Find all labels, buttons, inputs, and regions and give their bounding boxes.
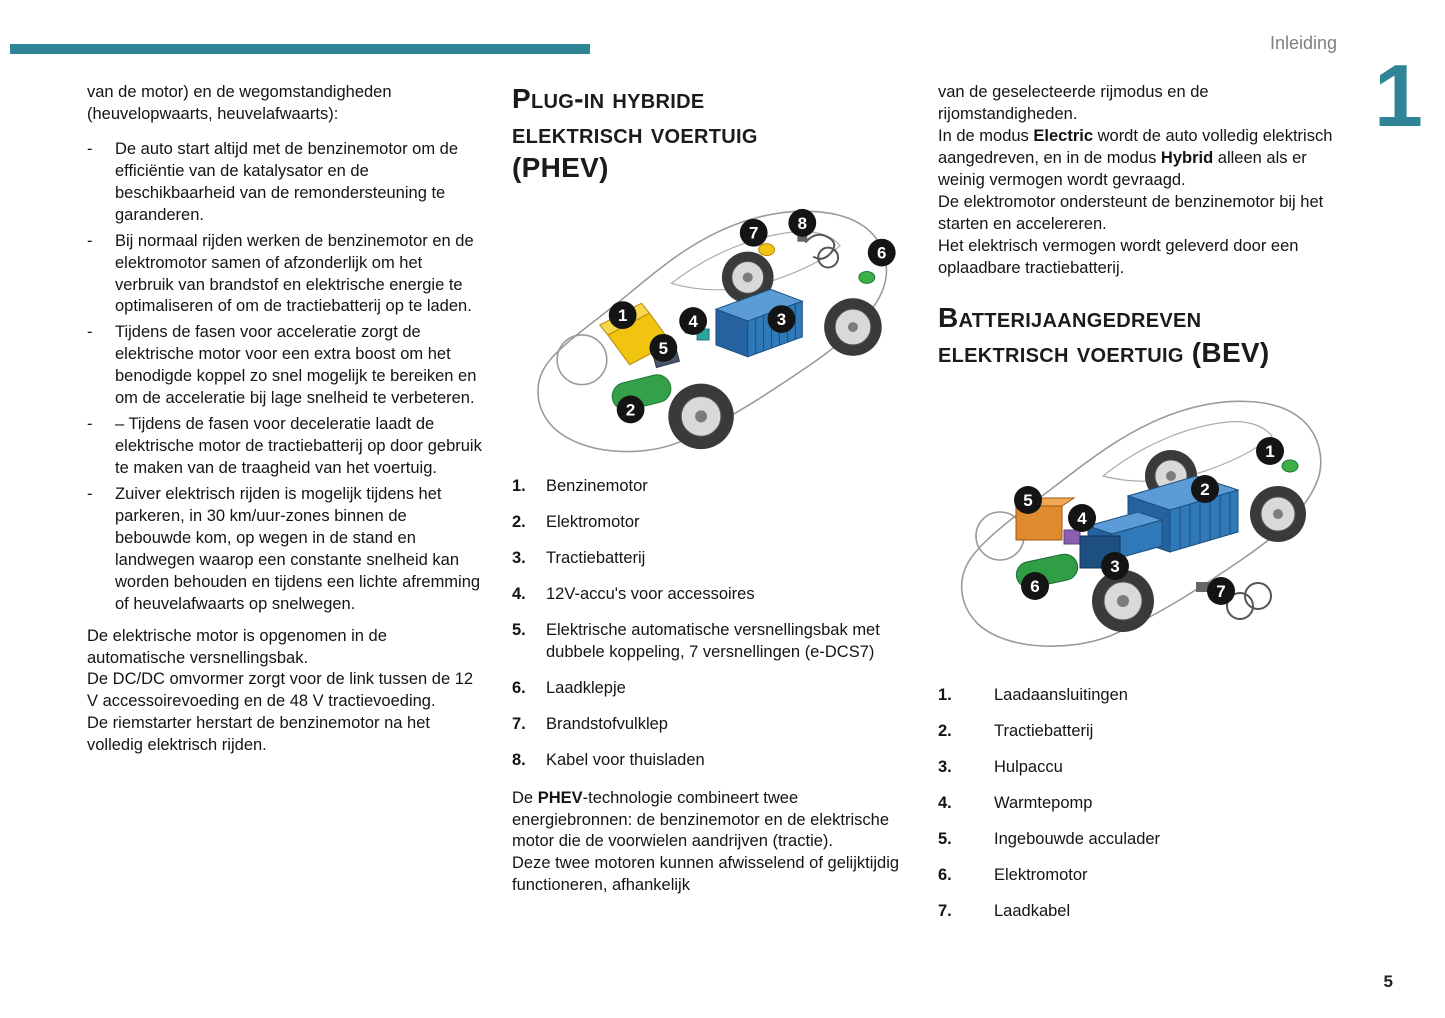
text-segment: -technologie combineert twee energiebronnen: de benzinemotor en de elektrische motor die de voorwielen aandrijven (tractie). (512, 788, 890, 851)
list-item (512, 548, 910, 570)
paragraph: De elektrische motor is opgenomen in de automatische versnellingsbak. (87, 626, 387, 667)
paragraph: van de geselecteerde rijmodus en de rijomstandigheden. (938, 83, 1209, 123)
bold-term: Hybrid (1160, 148, 1214, 167)
bullet-item (87, 322, 485, 410)
marker-number: 4 (1077, 508, 1087, 528)
middle-column (512, 82, 910, 897)
drive-modes-paragraph (938, 82, 1338, 279)
list-item (512, 512, 910, 534)
item-number: 2. (512, 513, 526, 532)
paragraph: De riemstarter herstart de benzinemotor na het volledig elektrisch rijden. (87, 714, 430, 755)
paragraph: Het elektrisch vermogen wordt geleverd door een oplaadbare tractiebatterij. (938, 236, 1299, 277)
diagram-marker (609, 301, 637, 329)
left-paragraphs (87, 626, 485, 758)
bev-diagram (938, 383, 1338, 675)
marker-number: 2 (625, 400, 636, 420)
list-item (512, 678, 910, 700)
home-charge-cable (797, 234, 838, 268)
header-accent-bar (10, 44, 590, 54)
bullet-dash: - (87, 323, 93, 342)
item-number: 3. (512, 549, 526, 568)
marker-number: 2 (1200, 479, 1210, 499)
paragraph: Deze twee motoren kunnen afwisselend of gelijktijdig functioneren, afhankelijk (512, 854, 900, 895)
text-segment: In de modus (938, 126, 1034, 145)
charge-port-dot (1282, 460, 1298, 472)
paragraph: De elektromotor ondersteunt de benzinemotor bij het starten en accelereren. (938, 192, 1324, 233)
item-number: 3. (938, 757, 952, 776)
marker-number: 8 (797, 213, 808, 233)
right-column (938, 82, 1338, 936)
diagram-marker (1101, 552, 1129, 580)
bullet-text: Zuiver elektrisch rijden is mogelijk tijdens het parkeren, in 30 km/uur-zones binnen de bebouwde kom, op wegen in de stand en landwegen waarop een constante snelheid kan worden behouden en tijdens een lichte afremming of heuvelafwaarts op snelwegen. (115, 484, 481, 613)
item-number: 5. (512, 620, 526, 639)
diagram-marker (1068, 504, 1096, 532)
item-label: Tractiebatterij (546, 549, 646, 568)
diagram-marker (768, 305, 796, 333)
diagram-marker (649, 334, 677, 362)
wheel (557, 252, 882, 450)
diagram-marker (617, 396, 645, 424)
paragraph (512, 788, 910, 854)
item-number: 7. (512, 714, 526, 733)
marker-number: 3 (776, 310, 787, 330)
bullet-text: De auto start altijd met de benzinemotor om de efficiëntie van de katalysator en de beschikbaarheid van de remondersteuning te garanderen. (115, 139, 459, 224)
marker-number: 6 (877, 243, 887, 263)
marker-number: 5 (658, 338, 669, 358)
paragraph: De DC/DC omvormer zorgt voor de link tussen de 12 V accessoirevoeding en de 48 V tractievoeding. (87, 670, 474, 711)
item-number: 1. (938, 685, 952, 704)
list-item (938, 865, 1338, 887)
bold-term: PHEV (537, 788, 583, 807)
bullet-text: Tijdens de fasen voor acceleratie zorgt de elektrische motor voor een extra boost om het benodigde koppel zo snel mogelijk te bereiken en om de acceleratie bij lage snelheid te verbeteren. (115, 323, 477, 408)
bev-legend-list (938, 685, 1338, 923)
phev-tech-paragraph (512, 788, 910, 898)
item-number: 4. (512, 584, 526, 603)
diagram-marker (1021, 572, 1049, 600)
bullet-item (87, 414, 485, 480)
bullet-dash: - (87, 231, 93, 250)
list-item (938, 685, 1338, 707)
text-segment: De (512, 788, 538, 807)
marker-number: 6 (1030, 576, 1040, 596)
diagram-marker (868, 239, 896, 267)
item-label: Benzinemotor (546, 477, 648, 496)
list-item (938, 901, 1338, 923)
list-item (512, 750, 910, 772)
item-number: 6. (938, 865, 952, 884)
list-item (512, 476, 910, 498)
list-item (512, 620, 910, 664)
phev-legend-list (512, 476, 910, 771)
item-label: Warmtepomp (994, 793, 1093, 812)
list-item (938, 757, 1338, 779)
bev-heading: Batterijaangedreven elektrisch voertuig (BEV) (938, 302, 1270, 369)
item-number: 7. (938, 901, 952, 920)
diagram-marker (740, 219, 768, 247)
marker-number: 3 (1110, 556, 1120, 576)
marker-number: 4 (688, 312, 698, 332)
list-item (512, 714, 910, 736)
marker-number: 7 (748, 223, 759, 243)
item-label: Elektrische automatische versnellingsbak met dubbele koppeling, 7 versnellingen (e-DCS7) (546, 620, 880, 661)
text-segment: alleen als er weinig vermogen wordt gevraagd. (938, 148, 1307, 189)
bullet-item (87, 231, 485, 319)
page-number: 5 (1383, 972, 1393, 991)
list-item (512, 584, 910, 606)
item-label: Laadklepje (546, 678, 626, 697)
fuel-flap-dot (759, 244, 775, 256)
bullet-text: – Tijdens de fasen voor deceleratie laadt de elektrische motor de tractiebatterij op door gebruik te maken van de traagheid van het voertuig. (115, 415, 482, 477)
text-segment: wordt de auto volledig elektrisch aangedreven, en in de modus (938, 126, 1333, 167)
item-label: Hulpaccu (994, 757, 1063, 776)
diagram-marker (1014, 486, 1042, 514)
list-item (938, 829, 1338, 851)
diagram-marker (1207, 577, 1235, 605)
item-label: Brandstofvulklep (546, 714, 668, 733)
bullet-dash: - (87, 415, 93, 434)
bullet-item (87, 139, 485, 227)
bullet-dash: - (87, 139, 93, 158)
diagram-marker (679, 307, 707, 335)
item-number: 4. (938, 793, 952, 812)
diagram-marker (1256, 437, 1284, 465)
bullet-dash: - (87, 484, 93, 503)
item-label: 12V-accu's voor accessoires (546, 584, 755, 603)
item-label: Elektromotor (994, 865, 1088, 884)
list-item (938, 721, 1338, 743)
item-label: Tractiebatterij (994, 721, 1094, 740)
phev-heading: Plug-in hybride elektrisch voertuig (PHEV) (512, 83, 758, 184)
bold-term: Electric (1033, 126, 1094, 145)
chapter-tab-number: 1 (1374, 46, 1423, 145)
diagram-marker (1191, 475, 1219, 503)
bullet-item (87, 484, 485, 616)
phev-diagram (512, 198, 910, 466)
item-label: Ingebouwde acculader (994, 829, 1161, 848)
item-number: 1. (512, 477, 526, 496)
item-label: Kabel voor thuisladen (546, 750, 705, 769)
list-item (938, 793, 1338, 815)
item-number: 2. (938, 721, 952, 740)
item-number: 6. (512, 678, 526, 697)
marker-number: 7 (1216, 581, 1226, 601)
charge-flap-dot (859, 272, 875, 284)
diagram-marker (788, 209, 816, 237)
left-column (87, 82, 485, 757)
item-label: Laadkabel (994, 901, 1071, 920)
item-label: Laadaansluitingen (994, 685, 1128, 704)
item-number: 5. (938, 829, 952, 848)
heat-pump-block (1064, 530, 1080, 544)
marker-number: 1 (1265, 441, 1275, 461)
intro-paragraph: van de motor) en de wegomstandigheden (heuvelopwaarts, heuvelafwaarts): (87, 83, 392, 123)
marker-number: 1 (617, 306, 628, 326)
paragraph (938, 126, 1338, 192)
section-label: Inleiding (1269, 33, 1337, 53)
item-number: 8. (512, 750, 526, 769)
item-label: Elektromotor (546, 513, 640, 532)
marker-number: 5 (1023, 490, 1033, 510)
bullet-text: Bij normaal rijden werken de benzinemotor en de elektromotor samen of afzonderlijk om het verbruik van brandstof en elektrische energie te optimaliseren of om de tractiebatterij op te laden. (115, 231, 474, 316)
